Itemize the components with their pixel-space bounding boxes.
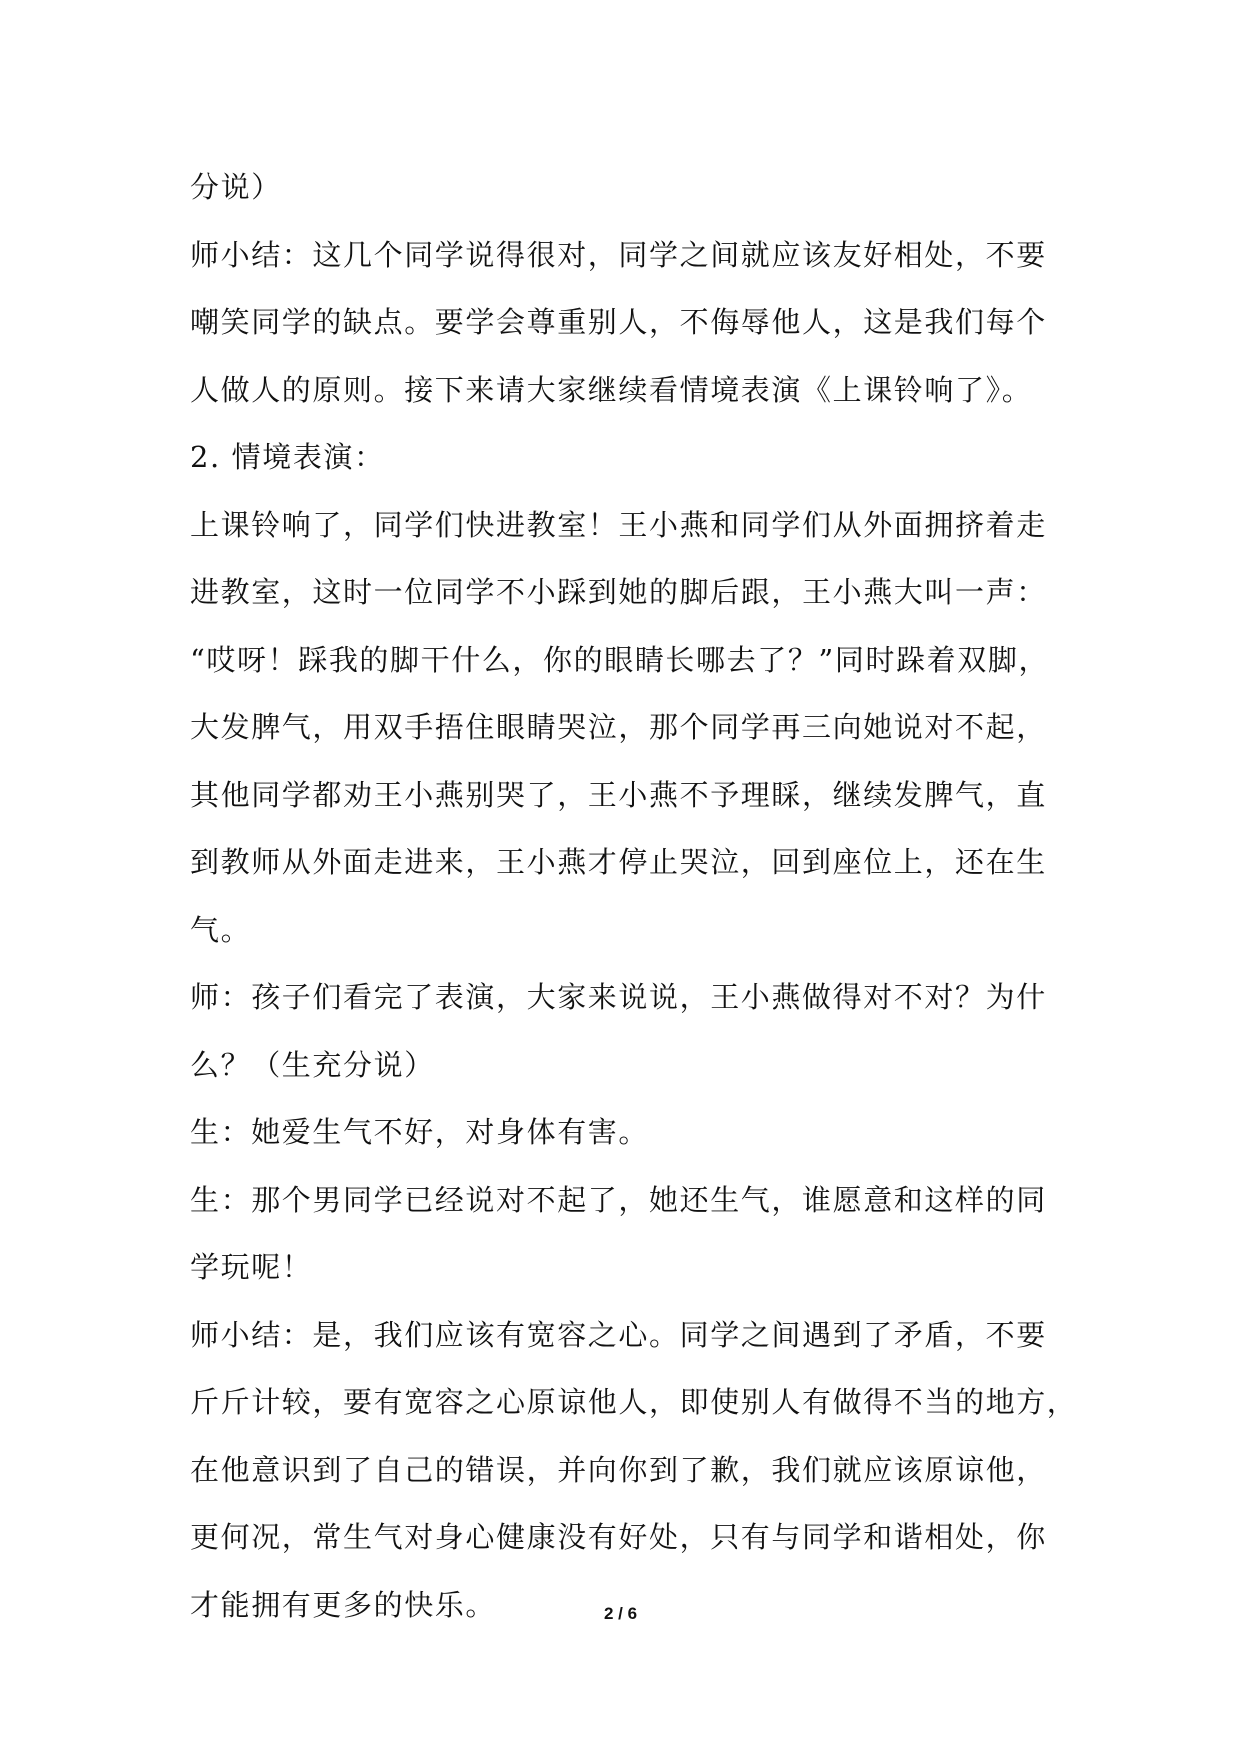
text-line: 生：那个男同学已经说对不起了，她还生气，谁愿意和这样的同 xyxy=(190,1182,1047,1217)
text-line: 到教师从外面走进来，王小燕才停止哭泣，回到座位上，还在生 xyxy=(190,845,1047,879)
text-line: 才能拥有更多的快乐。 xyxy=(190,1587,497,1622)
text-line: 大发脾气，用双手捂住眼睛哭泣，那个同学再三向她说对不起， xyxy=(190,710,1047,744)
text-line: 学玩呢！ xyxy=(190,1250,313,1284)
text-line: 师：孩子们看完了表演，大家来说说，王小燕做得对不对？为什 xyxy=(190,980,1047,1014)
text-line: 师小结：是，我们应该有宽容之心。同学之间遇到了矛盾，不要 xyxy=(190,1317,1047,1352)
text-line: 在他意识到了自己的错误，并向你到了歉，我们就应该原谅他， xyxy=(190,1452,1047,1487)
text-line: “哎呀！踩我的脚干什么，你的眼睛长哪去了？”同时跺着双脚， xyxy=(190,642,1050,677)
text-line: 师小结：这几个同学说得很对，同学之间就应该友好相处，不要 xyxy=(190,237,1047,272)
text-line: 么？（生充分说） xyxy=(190,1047,435,1082)
text-line: 其他同学都劝王小燕别哭了，王小燕不予理睬，继续发脾气，直 xyxy=(190,777,1047,812)
text-line: 斤斤计较，要有宽容之心原谅他人，即使别人有做得不当的地方， xyxy=(190,1385,1078,1419)
section-heading: 2. 情境表演： xyxy=(190,440,385,474)
text-line: 气。 xyxy=(190,912,252,947)
text-line: 人做人的原则。接下来请大家继续看情境表演《上课铃响了》。 xyxy=(190,372,1033,407)
text-line: 生：她爱生气不好，对身体有害。 xyxy=(190,1115,650,1149)
text-line: 嘲笑同学的缺点。要学会尊重别人，不侮辱他人，这是我们每个 xyxy=(190,305,1047,339)
page-number: 2 / 6 xyxy=(603,1604,638,1623)
text-line: 上课铃响了，同学们快进教室！王小燕和同学们从外面拥挤着走 xyxy=(190,507,1047,542)
body-text xyxy=(190,154,1078,1639)
text-line: 进教室，这时一位同学不小踩到她的脚后跟，王小燕大叫一声： xyxy=(190,575,1047,609)
text-line: 更何况，常生气对身心健康没有好处，只有与同学和谐相处，你 xyxy=(190,1520,1047,1554)
text-line: 分说） xyxy=(190,170,282,204)
